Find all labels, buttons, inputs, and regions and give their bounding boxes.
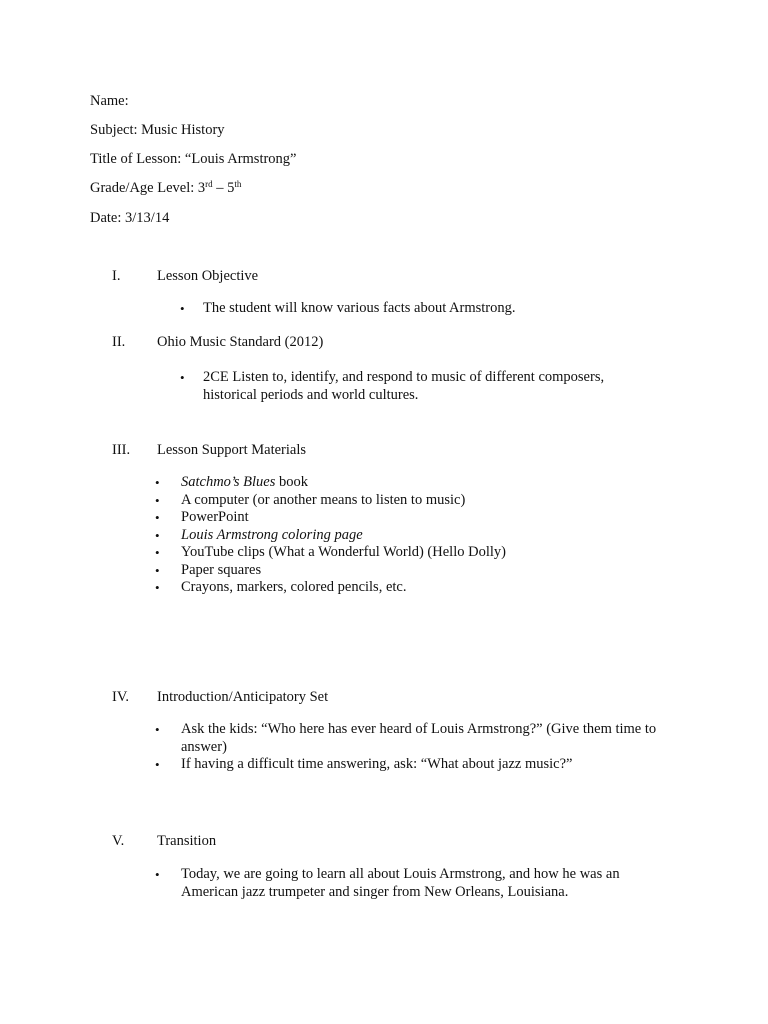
- grade-mid: – 5: [212, 180, 235, 196]
- grade-sup-rd: rd: [205, 179, 213, 189]
- bullet-icon: •: [155, 757, 160, 772]
- list-item: • Today, we are going to learn all about Louis Armstrong, and how he was an American jazz trumpeter and singer from New Orleans, Louisiana.: [155, 866, 620, 900]
- bullet-icon: •: [180, 301, 185, 316]
- list-item: • A computer (or another means to listen to music): [155, 491, 466, 508]
- bullet-icon: •: [155, 545, 160, 560]
- list-item: • PowerPoint: [155, 509, 249, 525]
- list-item: • If having a difficult time answering, ask: “What about jazz music?”: [155, 756, 573, 772]
- list-item: • Ask the kids: “Who here has ever heard of Louis Armstrong?” (Give them time to answer): [155, 721, 657, 755]
- section-4-number: IV.: [112, 689, 130, 705]
- section-4-list: [155, 721, 681, 774]
- bullet-icon: •: [155, 562, 160, 578]
- list-item: • YouTube clips (What a Wonderful World) (Hello Dolly): [155, 544, 506, 560]
- section-5-list: [155, 866, 651, 901]
- section-2-title: Ohio Music Standard (2012): [157, 334, 324, 350]
- list-item: • Satchmo’s Blues book: [155, 474, 309, 490]
- bullet-icon: •: [155, 475, 160, 490]
- bullet-icon: •: [155, 580, 160, 595]
- lesson-title-line: Title of Lesson: “Louis Armstrong”: [90, 151, 297, 167]
- book-title: Satchmo’s Blues: [181, 474, 276, 490]
- list-item: • Louis Armstrong coloring page: [155, 526, 363, 543]
- grade-sup-th: th: [234, 179, 242, 189]
- section-1-number: I.: [112, 268, 121, 284]
- bullet-icon: •: [180, 370, 185, 385]
- bullet-icon: •: [155, 510, 160, 525]
- grade-prefix: Grade/Age Level: 3: [90, 180, 206, 196]
- section-5-title: Transition: [157, 833, 217, 849]
- grade-level-line: [90, 179, 241, 197]
- section-3-list: [155, 474, 641, 597]
- date-line: Date: 3/13/14: [90, 210, 170, 226]
- section-2-number: II.: [112, 334, 126, 350]
- section-5-number: V.: [112, 833, 125, 849]
- name-label: Name:: [90, 93, 129, 109]
- list-item: • Crayons, markers, colored pencils, etc.: [155, 579, 407, 595]
- section-1-title: Lesson Objective: [157, 268, 259, 284]
- section-2-list: [180, 369, 648, 404]
- bullet-icon: •: [155, 867, 160, 882]
- section-3-number: III.: [112, 442, 131, 458]
- bullet-icon: •: [155, 722, 160, 737]
- section-3-title: Lesson Support Materials: [157, 442, 307, 458]
- section-1-list: [180, 300, 643, 318]
- subject-line: Subject: Music History: [90, 122, 225, 138]
- bullet-icon: •: [155, 527, 160, 543]
- section-4-title: Introduction/Anticipatory Set: [157, 689, 329, 705]
- list-item: • The student will know various facts about Armstrong.: [180, 300, 516, 316]
- list-item: • 2CE Listen to, identify, and respond to music of different composers, historical periods and world cultures.: [180, 369, 605, 403]
- list-item: • Paper squares: [155, 561, 262, 578]
- bullet-icon: •: [155, 492, 160, 508]
